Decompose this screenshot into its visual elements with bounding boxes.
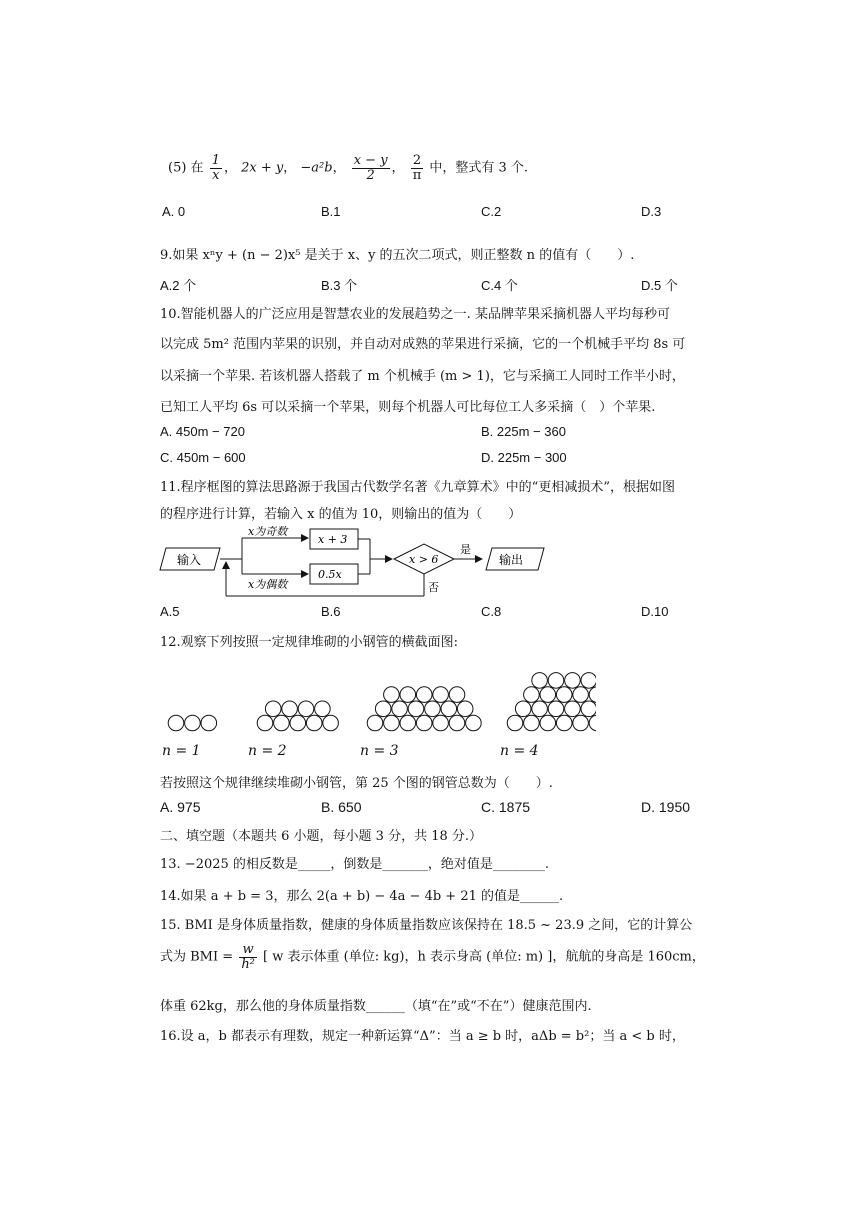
q15-line2: [160, 943, 705, 971]
pipe-figure-1: [168, 715, 216, 731]
pipe-circle: [573, 687, 589, 703]
q14-text: 14.如果 a + b = 3，那么 2(a + b) − 4a − 4b + 21 的值是______.: [160, 889, 564, 904]
q10-option-d: D. 225m − 300: [481, 450, 567, 465]
q8-fraction-1: $\frac{1}{x}$: [211, 153, 220, 183]
pipe-circle: [168, 715, 184, 731]
pipe-circle: [384, 715, 400, 731]
pipe-circle: [400, 715, 416, 731]
pipe-circle: [532, 673, 548, 689]
pipe-circle: [515, 701, 531, 717]
section-2-heading: 二、填空题（本题共 6 小题，每小题 3 分，共 18 分.）: [160, 829, 483, 844]
pipe-circle: [416, 687, 432, 703]
pipe-circle: [416, 715, 432, 731]
q8-option-d: D.3: [641, 204, 662, 219]
q11-option-c: C.8: [481, 604, 502, 619]
q8-fraction-4: $\frac{x - y}{2}$: [353, 153, 388, 183]
q8-option-c: C.2: [481, 204, 502, 219]
q15-line1: 15. BMI 是身体质量指数，健康的身体质量指数应该保持在 18.5 ~ 23.9 之间，它的计算公: [160, 918, 693, 933]
q12-option-c: C. 1875: [481, 799, 531, 815]
q10-option-b: B. 225m − 360: [481, 424, 566, 439]
flowchart: [156, 526, 556, 602]
q10-option-a: A. 450m − 720: [160, 424, 245, 439]
pipe-circle: [565, 701, 581, 717]
pipe-circle: [581, 701, 596, 717]
pipe-circle: [540, 715, 556, 731]
q12-question: 若按照这个规律继续堆砌小钢管，第 25 个图的钢管总数为（ ）.: [160, 776, 553, 791]
flow-even-label: x为偶数: [248, 578, 288, 591]
pipe-label-1: n = 1: [162, 743, 201, 759]
q8-option-b: B.1: [321, 204, 341, 219]
pipe-figure-2: [257, 701, 338, 731]
pipe-circle: [400, 687, 416, 703]
pipe-circle: [556, 715, 572, 731]
flow-box2-label: 0.5x: [318, 568, 342, 581]
q15-formula-fraction: $\frac{w}{\text{h²}}$: [241, 942, 255, 972]
pipe-circle: [185, 715, 201, 731]
q11-option-d: D.10: [641, 604, 669, 619]
pipe-circle: [581, 673, 596, 689]
pipe-stack-figures: [156, 650, 596, 736]
pipe-circle: [367, 715, 383, 731]
q16-text: 16.设 a，b 都表示有理数，规定一种新运算“Δ”：当 a ≥ b 时，aΔb = b²；当 a < b 时，: [160, 1029, 685, 1044]
q13-text: 13. −2025 的相反数是_____，倒数是_______，绝对值是________.: [160, 857, 550, 872]
q9-option-d: D.5 个: [641, 278, 678, 293]
q11-option-a: A.5: [160, 604, 180, 619]
pipe-circle: [408, 701, 424, 717]
q11-option-b: B.6: [321, 604, 341, 619]
flow-yes-label: 是: [460, 543, 471, 556]
flow-input-label: 输入: [177, 553, 202, 567]
pipe-circle: [265, 701, 281, 717]
pipe-circle: [384, 687, 400, 703]
q8-expression-3: −a²b: [300, 160, 333, 176]
pipe-circle: [441, 701, 457, 717]
pipe-circle: [589, 687, 596, 703]
q8-option-a: A. 0: [162, 204, 186, 219]
q8-item5-prefix: (5) 在: [168, 160, 204, 176]
q8-item5-suffix: 中，整式有 3 个.: [429, 160, 529, 176]
pipe-circle: [589, 715, 596, 731]
q10-line4: 已知工人平均 6s 可以采摘一个苹果，则每个机器人可比每位工人多采摘（ ）个苹果.: [160, 400, 656, 415]
pipe-circle: [323, 715, 339, 731]
pipe-label-4: n = 4: [500, 743, 539, 759]
q9-option-c: C.4 个: [481, 278, 518, 293]
q12-text: 12.观察下列按照一定规律堆砌的小钢管的横截面图:: [160, 635, 459, 650]
pipe-circle: [556, 687, 572, 703]
pipe-label-2: n = 2: [248, 743, 287, 759]
q12-option-b: B. 650: [321, 799, 362, 815]
pipe-circle: [425, 701, 441, 717]
q15-formula-prefix: 式为 BMI =: [160, 949, 234, 965]
pipe-circle: [274, 715, 290, 731]
q10-line1: 10.智能机器人的广泛应用是智慧农业的发展趋势之一. 某品牌苹果采摘机器人平均每秒可: [160, 307, 670, 322]
pipe-circle: [306, 715, 322, 731]
pipe-circle: [573, 715, 589, 731]
q9-option-a: A.2 个: [160, 278, 197, 293]
pipe-circle: [507, 715, 523, 731]
q15-formula-suffix: [ w 表示体重 (单位: kg)，h 表示身高 (单位: m) ]，航航的身高是 160cm，: [263, 949, 705, 965]
pipe-circle: [449, 687, 465, 703]
q11-line2: 的程序进行计算，若输入 x 的值为 10，则输出的值为（ ）: [160, 507, 522, 522]
q10-option-c: C. 450m − 600: [160, 450, 246, 465]
pipe-circle: [565, 673, 581, 689]
pipe-circle: [282, 701, 298, 717]
pipe-circle: [548, 673, 564, 689]
flow-box1-label: x + 3: [318, 533, 348, 546]
q8-fraction-5: $\frac{2}{\pi}$: [412, 153, 422, 183]
q8-expression-2: 2x + y: [241, 160, 284, 176]
q9-text: 9.如果 xⁿy + (n − 2)x⁵ 是关于 x、y 的五次二项式，则正整数 n 的值有（ ）.: [160, 248, 635, 263]
pipe-figure-3: [367, 687, 481, 731]
pipe-figure-4: [507, 673, 596, 731]
q12-option-a: A. 975: [160, 799, 201, 815]
q8-item5: (5) 在 $\frac{1}{x}$ ， 2x + y， −a²b， $\frac{x - y}{2}$ ， $\frac{2}{\pi}$ 中，整式有 3 个.: [168, 153, 529, 183]
q15-line3: 体重 62kg，那么他的身体质量指数______（填“在”或“不在”）健康范围内.: [160, 999, 592, 1014]
flow-cond-label: x > 6: [409, 553, 439, 566]
pipe-circle: [375, 701, 391, 717]
pipe-circle: [449, 715, 465, 731]
pipe-circle: [466, 715, 482, 731]
flow-no-label: 否: [428, 581, 439, 594]
pipe-circle: [298, 701, 314, 717]
pipe-circle: [457, 701, 473, 717]
q9-option-b: B.3 个: [321, 278, 358, 293]
q11-line1: 11.程序框图的算法思路源于我国古代数学名著《九章算术》中的“更相减损术”，根据如图: [160, 480, 675, 495]
pipe-circle: [257, 715, 273, 731]
pipe-circle: [290, 715, 306, 731]
pipe-circle: [524, 715, 540, 731]
q10-line2: 以完成 5m² 范围内苹果的识别，并自动对成熟的苹果进行采摘，它的一个机械手平均 8s 可: [160, 337, 686, 352]
pipe-circle: [524, 687, 540, 703]
pipe-circle: [201, 715, 217, 731]
pipe-circle: [433, 715, 449, 731]
pipe-circle: [392, 701, 408, 717]
pipe-circle: [548, 701, 564, 717]
flow-odd-label: x为奇数: [248, 526, 288, 538]
pipe-circle: [532, 701, 548, 717]
flow-output-label: 输出: [499, 553, 524, 567]
pipe-circle: [315, 701, 331, 717]
q12-option-d: D. 1950: [641, 799, 691, 815]
pipe-circle: [540, 687, 556, 703]
pipe-circle: [433, 687, 449, 703]
pipe-label-3: n = 3: [360, 743, 399, 759]
q10-line3: 以采摘一个苹果. 若该机器人搭载了 m 个机械手 (m > 1)，它与采摘工人同时工作半小时，: [160, 369, 685, 384]
